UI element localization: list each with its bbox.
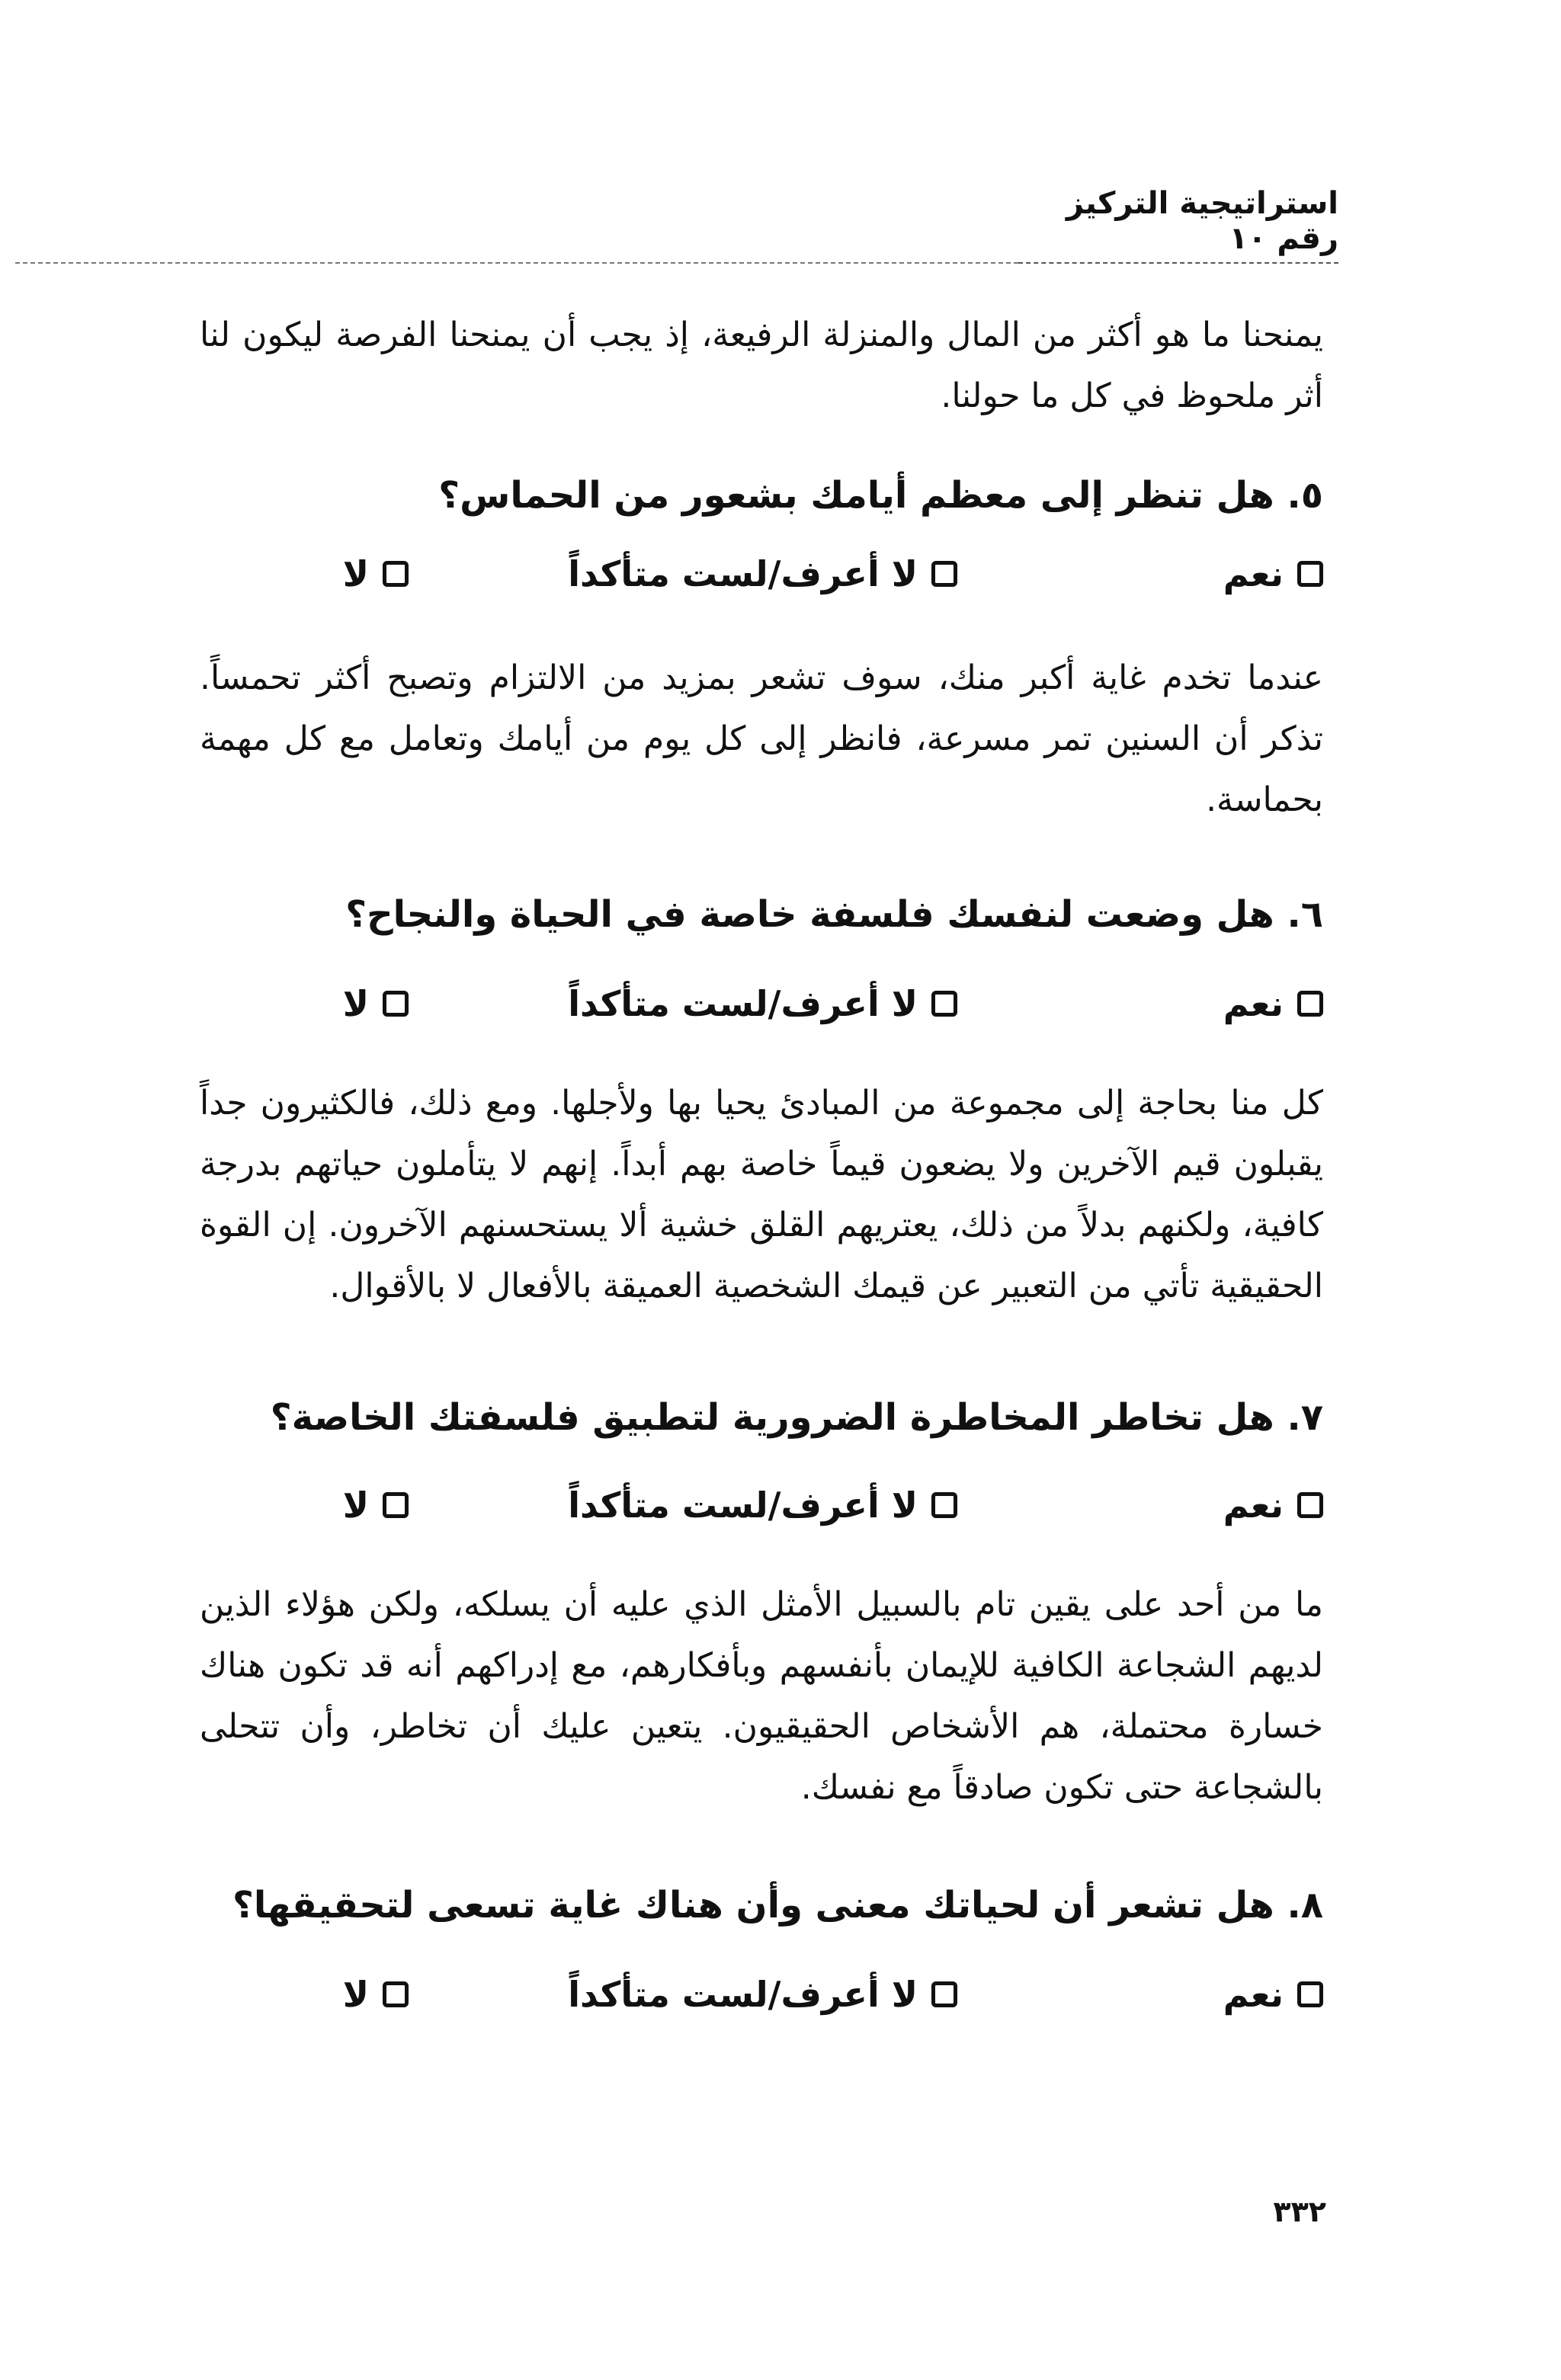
commentary-7: ما من أحد على يقين تام بالسبيل الأمثل الذي عليه أن يسلكه، ولكن هؤلاء الذين لديهم الشجاعة الكافية للإيمان بأنفسهم وبأفكارهم، مع إدراكهم أنه قد تكون هناك خسارة محتملة، هم الأشخاص الحقيقيون. يتعين عليك أن تخاطر، وأن تتحلى بالشجاعة حتى تكون صادقاً مع نفسك. (200, 1585, 1323, 1807)
question-number: ٦ (1300, 893, 1323, 936)
answer-idk[interactable] (568, 553, 957, 594)
answer-row-6 (200, 983, 1323, 1041)
answer-idk[interactable] (568, 983, 957, 1024)
answer-yes[interactable] (1223, 1974, 1323, 2015)
answer-no[interactable] (343, 983, 409, 1024)
answer-label: لا (342, 983, 369, 1024)
question-text: . هل وضعت لنفسك فلسفة خاصة في الحياة والنجاح؟ (345, 893, 1301, 936)
answer-label: نعم (1223, 983, 1284, 1024)
checkbox-icon[interactable] (931, 561, 957, 587)
intro-paragraph: يمنحنا ما هو أكثر من المال والمنزلة الرفيعة، إذ يجب أن يمنحنا الفرصة ليكون لنا أثر ملحوظ في كل ما حولنا. (200, 316, 1323, 415)
answer-row-5 (200, 553, 1323, 611)
answer-label: لا أعرف/لست متأكداً (568, 1485, 918, 1526)
checkbox-icon[interactable] (931, 1492, 957, 1518)
page-number: ٣٣٢ (1273, 2195, 1326, 2228)
commentary-6: كل منا بحاجة إلى مجموعة من المبادئ يحيا بها ولأجلها. ومع ذلك، فالكثيرون جداً يقبلون قيم الآخرين ولا يضعون قيماً خاصة بهم أبداً. إنهم لا يتأملون حياتهم بدرجة كافية، ولكنهم بدلاً من ذلك، يعتريهم القلق خشية ألا يستحسنهم الآخرون. إن القوة الحقيقية تأتي من التعبير عن قيمك الشخصية العميقة بالأفعال لا بالأقوال. (200, 1084, 1323, 1305)
checkbox-icon[interactable] (1297, 1492, 1323, 1518)
answer-label: لا (342, 1974, 369, 2015)
checkbox-icon[interactable] (383, 991, 409, 1017)
checkbox-icon[interactable] (383, 1981, 409, 2007)
question-number: ٨ (1300, 1884, 1323, 1927)
answer-label: لا أعرف/لست متأكداً (568, 1974, 918, 2015)
answer-idk[interactable] (568, 1485, 957, 1526)
question-text: . هل تنظر إلى معظم أيامك بشعور من الحماس؟ (438, 474, 1301, 517)
checkbox-icon[interactable] (1297, 991, 1323, 1017)
answer-label: لا أعرف/لست متأكداً (568, 553, 918, 594)
commentary-5: عندما تخدم غاية أكبر منك، سوف تشعر بمزيد من الالتزام وتصبح أكثر تحمساً. تذكر أن السنين تمر مسرعة، فانظر إلى كل يوم من أيامك وتعامل مع كل مهمة بحماسة. (200, 658, 1323, 819)
checkbox-icon[interactable] (383, 561, 409, 587)
question-8 (200, 1875, 1323, 1936)
answer-label: نعم (1223, 553, 1284, 594)
answer-label: نعم (1223, 1485, 1284, 1526)
question-text: . هل تشعر أن لحياتك معنى وأن هناك غاية تسعى لتحقيقها؟ (232, 1884, 1301, 1927)
question-text: . هل تخاطر المخاطرة الضرورية لتطبيق فلسفتك الخاصة؟ (270, 1396, 1301, 1439)
answer-no[interactable] (343, 1485, 409, 1526)
answer-label: لا (342, 1485, 369, 1526)
answer-yes[interactable] (1223, 1485, 1323, 1526)
question-6 (200, 884, 1323, 945)
answer-idk[interactable] (568, 1974, 957, 2015)
question-7 (200, 1387, 1323, 1448)
answer-label: نعم (1223, 1974, 1284, 2015)
answer-label: لا أعرف/لست متأكداً (568, 983, 918, 1024)
checkbox-icon[interactable] (1297, 561, 1323, 587)
checkbox-icon[interactable] (383, 1492, 409, 1518)
running-head (1018, 186, 1338, 264)
checkbox-icon[interactable] (931, 1981, 957, 2007)
question-number: ٥ (1300, 474, 1323, 517)
answer-row-8 (200, 1974, 1323, 2032)
answer-no[interactable] (343, 553, 409, 594)
answer-no[interactable] (343, 1974, 409, 2015)
answer-row-7 (200, 1485, 1323, 1542)
answer-yes[interactable] (1223, 983, 1323, 1024)
question-5 (200, 465, 1323, 526)
answer-label: لا (342, 553, 369, 594)
running-head-rule (15, 262, 1018, 264)
question-number: ٧ (1300, 1396, 1323, 1439)
running-head-text: استراتيجية التركيز رقم ١٠ (1066, 186, 1338, 256)
answer-yes[interactable] (1223, 553, 1323, 594)
checkbox-icon[interactable] (931, 991, 957, 1017)
checkbox-icon[interactable] (1297, 1981, 1323, 2007)
